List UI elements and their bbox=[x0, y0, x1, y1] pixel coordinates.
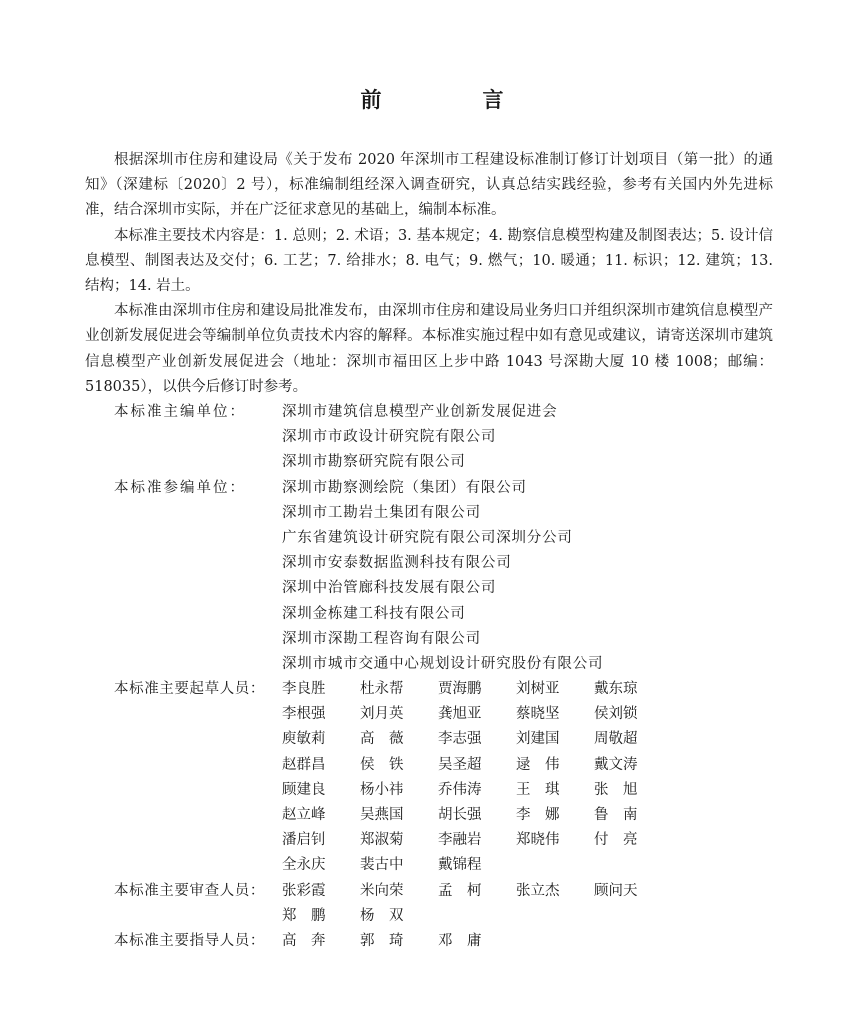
person-name: 戴文涛 bbox=[594, 756, 638, 773]
person-name: 刘建国 bbox=[516, 731, 560, 748]
participating-unit: 深圳市安泰数据监测科技有限公司 bbox=[282, 555, 512, 572]
participating-unit: 深圳市深勘工程咨询有限公司 bbox=[282, 630, 481, 647]
person-name: 杨 双 bbox=[360, 907, 404, 924]
advisors-label: 本标准主要指导人员： bbox=[114, 932, 265, 949]
person-name: 李 娜 bbox=[516, 807, 560, 823]
person-name: 裴古中 bbox=[360, 857, 404, 874]
person-name: 高 奔 bbox=[282, 932, 326, 949]
person-name: 高 薇 bbox=[360, 731, 404, 748]
person-name: 顾问天 bbox=[594, 882, 638, 899]
person-name: 孟 柯 bbox=[438, 882, 482, 899]
person-name: 张彩霞 bbox=[282, 882, 326, 899]
person-name: 王 琪 bbox=[516, 781, 560, 798]
main-unit: 深圳市市政设计研究院有限公司 bbox=[282, 429, 497, 446]
participating-unit-row bbox=[114, 551, 714, 576]
participating-unit-row bbox=[114, 602, 714, 627]
person-name: 顾建良 bbox=[282, 781, 326, 798]
person-name: 郭 琦 bbox=[360, 932, 404, 949]
person-name: 杨小祎 bbox=[360, 781, 404, 798]
main-unit-row bbox=[114, 400, 714, 425]
participating-unit-row bbox=[114, 526, 714, 551]
person-name: 刘月英 bbox=[360, 706, 404, 723]
person-name: 全永庆 bbox=[282, 857, 326, 874]
person-name: 逯 伟 bbox=[516, 756, 560, 773]
person-name: 赵群昌 bbox=[282, 756, 326, 773]
person-name: 张 旭 bbox=[594, 781, 638, 798]
participating-unit: 深圳市勘察测绘院（集团）有限公司 bbox=[282, 479, 527, 496]
drafters-row bbox=[114, 677, 714, 702]
person-name: 侯 铁 bbox=[360, 756, 404, 773]
drafters-row bbox=[114, 727, 714, 752]
drafters-row bbox=[114, 753, 714, 778]
person-name: 米向荣 bbox=[360, 882, 404, 899]
person-name: 李良胜 bbox=[282, 681, 326, 698]
page-title: 前 言 bbox=[360, 88, 544, 112]
paragraph-contents: 本标准主要技术内容是：1. 总则；2. 术语；3. 基本规定；4. 勘察信息模型构建及制图表达；5. 设计信息模型、制图表达及交付；6. 工艺；7. 给排水；8. 电气；9. 燃气；10. 暖通；11. 标识；12. 建筑；13. 结构；14. 岩土。 bbox=[85, 227, 773, 295]
person-name: 张立杰 bbox=[516, 882, 560, 899]
participating-unit-row bbox=[114, 576, 714, 601]
main-unit: 深圳市勘察研究院有限公司 bbox=[282, 454, 466, 471]
person-name: 吴圣超 bbox=[438, 756, 482, 773]
person-name: 龚旭亚 bbox=[438, 706, 482, 723]
credits-list bbox=[114, 400, 714, 954]
person-name: 李融岩 bbox=[438, 832, 482, 849]
paragraph-basis: 根据深圳市住房和建设局《关于发布 2020 年深圳市工程建设标准制订修订计划项目（第一批）的通知》（深建标〔2020〕2 号），标准编制组经深入调查研究，认真总结实践经验，参考有关国内外先进标准，结合深圳市实际，并在广泛征求意见的基础上，编制本标准。 bbox=[85, 152, 773, 219]
person-name: 乔伟涛 bbox=[438, 781, 482, 798]
participating-unit-row bbox=[114, 476, 714, 501]
preface-body bbox=[85, 148, 773, 400]
main-unit-row bbox=[114, 425, 714, 450]
participating-unit-row bbox=[114, 652, 714, 677]
advisors-row bbox=[114, 929, 714, 954]
person-name: 潘启钊 bbox=[282, 832, 326, 849]
participating-unit-row bbox=[114, 627, 714, 652]
participating-unit: 深圳市城市交通中心规划设计研究股份有限公司 bbox=[282, 655, 604, 672]
participating-unit: 广东省建筑设计研究院有限公司深圳分公司 bbox=[282, 529, 573, 546]
participating-units-label: 本标准参编单位： bbox=[114, 479, 246, 496]
person-name: 郑晓伟 bbox=[516, 832, 560, 849]
drafters-row bbox=[114, 702, 714, 727]
person-name: 蔡晓坚 bbox=[516, 706, 560, 723]
person-name: 胡长强 bbox=[438, 807, 482, 823]
person-name: 鲁 南 bbox=[594, 807, 638, 823]
main-units-label: 本标准主编单位： bbox=[114, 404, 246, 420]
person-name: 周敬超 bbox=[594, 731, 638, 748]
drafters-row bbox=[114, 803, 714, 828]
person-name: 吴燕国 bbox=[360, 807, 404, 823]
participating-unit-row bbox=[114, 501, 714, 526]
participating-unit: 深圳金栋建工科技有限公司 bbox=[282, 605, 466, 622]
person-name: 戴东琼 bbox=[594, 681, 638, 698]
person-name: 李志强 bbox=[438, 731, 482, 748]
paragraph-interpretation: 本标准由深圳市住房和建设局批准发布，由深圳市住房和建设局业务归口并组织深圳市建筑信息模型产业创新发展促进会等编制单位负责技术内容的解释。本标准实施过程中如有意见或建议，请寄送深圳市建筑信息模型产业创新发展促进会（地址：深圳市福田区上步中路 1043 号深勘大厦 10 楼 1008；邮编：518035），以供今后修订时参考。 bbox=[85, 303, 773, 395]
person-name: 贾海鹏 bbox=[438, 681, 482, 698]
drafters-row bbox=[114, 853, 714, 878]
person-name: 郑 鹏 bbox=[282, 907, 326, 924]
person-name: 刘树亚 bbox=[516, 681, 560, 698]
main-unit: 深圳市建筑信息模型产业创新发展促进会 bbox=[282, 404, 558, 420]
person-name: 侯刘锁 bbox=[594, 706, 638, 723]
reviewers-label: 本标准主要审查人员： bbox=[114, 882, 265, 899]
person-name: 庾敏莉 bbox=[282, 731, 326, 748]
participating-unit: 深圳中治管廊科技发展有限公司 bbox=[282, 580, 497, 597]
person-name: 赵立峰 bbox=[282, 807, 326, 823]
reviewers-row bbox=[114, 879, 714, 904]
drafters-label: 本标准主要起草人员： bbox=[114, 681, 265, 698]
participating-unit: 深圳市工勘岩土集团有限公司 bbox=[282, 504, 481, 521]
main-unit-row bbox=[114, 450, 714, 475]
drafters-row bbox=[114, 828, 714, 853]
person-name: 邓 庸 bbox=[438, 932, 482, 949]
person-name: 郑淑菊 bbox=[360, 832, 404, 849]
person-name: 付 亮 bbox=[594, 832, 638, 849]
person-name: 杜永帮 bbox=[360, 681, 404, 698]
reviewers-row bbox=[114, 904, 714, 929]
person-name: 李根强 bbox=[282, 706, 326, 723]
drafters-row bbox=[114, 778, 714, 803]
person-name: 戴锦程 bbox=[438, 857, 482, 874]
